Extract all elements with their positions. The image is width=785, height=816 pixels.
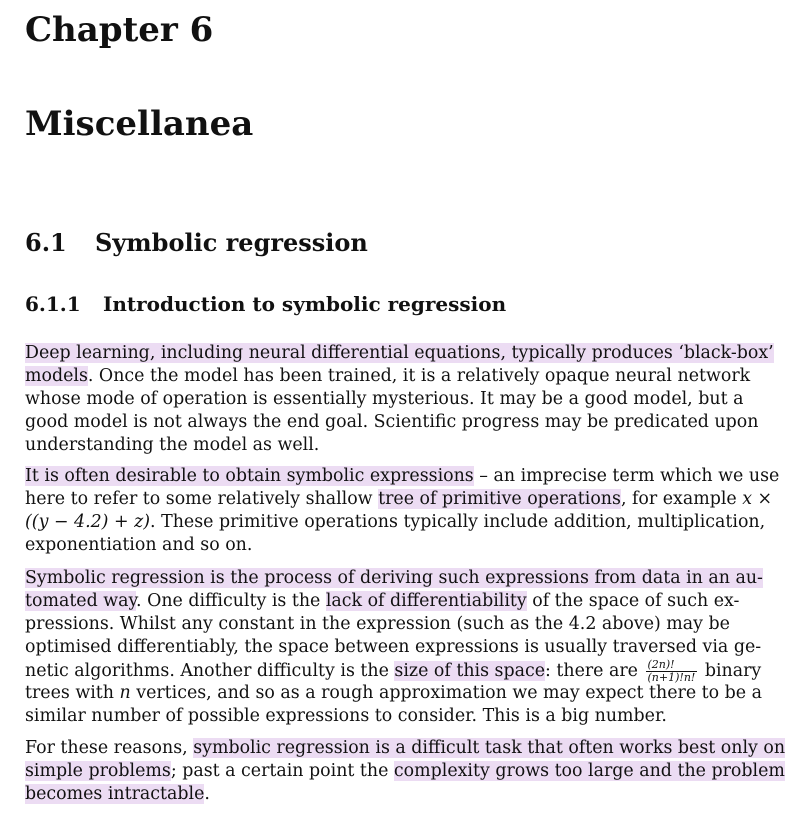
text: – an imprecise term which we use: [473, 466, 780, 486]
text-line: [25, 682, 762, 705]
highlight: It is often desirable to obtain symbolic expressions: [25, 466, 474, 486]
math: ((y − 4.2) + z): [25, 512, 151, 532]
text: . Once the model has been trained, it is a relatively opaque neural network: [87, 366, 751, 386]
highlight: Deep learning, including neural differential equations, typically produces ‘black-box’: [25, 343, 774, 363]
section-title: Symbolic regression: [95, 228, 368, 257]
highlight: simple problems: [25, 761, 171, 781]
text-line: [25, 488, 773, 511]
text-line: [25, 465, 780, 488]
text-line: [25, 590, 740, 613]
subsection-heading: [25, 292, 506, 316]
highlight: size of this space: [394, 661, 545, 681]
text-line: [25, 658, 762, 684]
text: trees with: [25, 683, 120, 703]
highlight: symbolic regression is a difficult task that often works best only on: [193, 738, 785, 758]
text-line: understanding the model as well.: [25, 435, 320, 455]
paragraph-4: [25, 737, 785, 806]
highlight: lack of differentiability: [325, 591, 527, 611]
text: of the space of such ex-: [526, 591, 740, 611]
text: . One difficulty is the: [136, 591, 326, 611]
text: binary: [699, 661, 762, 681]
binary-tree-count-fraction: [646, 659, 698, 684]
text: , for example: [620, 489, 743, 509]
text: For these reasons,: [25, 738, 194, 758]
text-line: exponentiation and so on.: [25, 535, 253, 555]
text-line: pressions. Whilst any constant in the expression (such as the 4.2 above) may be: [25, 614, 730, 634]
text: ; past a certain point the: [170, 761, 394, 781]
highlight: tomated way: [25, 591, 137, 611]
paragraph-2: [25, 465, 780, 557]
text-line: whose mode of operation is essentially mysterious. It may be a good model, but a: [25, 389, 744, 409]
paragraph-3: [25, 567, 763, 728]
highlight: tree of primitive operations: [378, 489, 621, 509]
text-line: [25, 737, 785, 760]
text: here to refer to some relatively shallow: [25, 489, 379, 509]
text: .: [204, 784, 210, 804]
subsection-title: Introduction to symbolic regression: [103, 292, 507, 316]
fraction-numerator: (2n)!: [646, 659, 698, 672]
text-line: similar number of possible expressions to consider. This is a big number.: [25, 706, 667, 726]
chapter-label: Chapter 6: [25, 10, 214, 50]
text: . These primitive operations typically include addition, multiplication,: [150, 512, 766, 532]
text-line: [25, 342, 774, 365]
text-line: [25, 511, 766, 534]
text-line: [25, 365, 751, 388]
math: n: [119, 683, 131, 703]
chapter-title: Miscellanea: [25, 104, 254, 144]
text-line: [25, 567, 763, 590]
highlight: Symbolic regression is the process of deriving such expressions from data in an au-: [25, 568, 763, 588]
text: vertices, and so as a rough approximation we may expect there to be a: [130, 683, 762, 703]
section-heading: [25, 228, 368, 257]
text: netic algorithms. Another difficulty is the: [25, 661, 395, 681]
section-number: 6.1: [25, 228, 67, 257]
highlight: complexity grows too large and the problem: [393, 761, 785, 781]
paragraph-1: [25, 342, 774, 457]
highlight: models: [25, 366, 88, 386]
text-line: optimised differentiably, the space between expressions is usually traversed via ge-: [25, 637, 762, 657]
fraction-denominator: (n+1)!n!: [647, 671, 696, 684]
text-line: good model is not always the end goal. Scientific progress may be predicated upon: [25, 412, 759, 432]
text: : there are: [545, 661, 644, 681]
math: x ×: [742, 489, 773, 509]
text-line: [25, 760, 785, 783]
text-line: [25, 783, 713, 806]
subsection-number: 6.1.1: [25, 292, 81, 316]
highlight: becomes intractable: [25, 784, 205, 804]
